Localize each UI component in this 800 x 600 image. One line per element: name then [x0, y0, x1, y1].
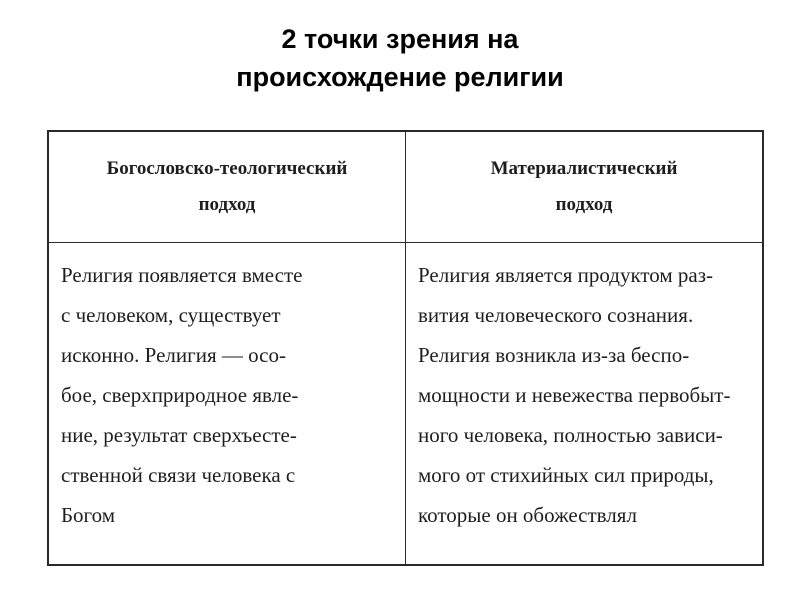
text-line: которые он обожествлял [418, 503, 637, 527]
text-line: Религия является продуктом раз- [418, 263, 714, 287]
text-line: Религия возникла из-за беспо- [418, 343, 690, 367]
text-line: Богом [61, 503, 116, 527]
text-line: ственной связи человека с [61, 463, 296, 487]
header-line: подход [198, 194, 256, 215]
text-line: с человеком, существует [61, 303, 281, 327]
slide-title-line-2: происхождение религии [236, 62, 564, 92]
header-materialist-approach [406, 132, 763, 243]
header-theological-approach [49, 132, 406, 243]
text-line: мого от стихийных сил природы, [418, 463, 714, 487]
comparison-table-grid [49, 132, 762, 564]
cell-theological-description [49, 243, 406, 565]
header-line: Богословско-теологический [106, 158, 348, 179]
text-line: ние, результат сверхъесте- [61, 423, 297, 447]
table-header-row [49, 132, 762, 243]
text-line: вития человеческого сознания. [418, 303, 694, 327]
slide-title [0, 20, 800, 96]
text-line: Религия появляется вместе [61, 263, 303, 287]
table-body-row [49, 243, 762, 565]
text-line: ного человека, полностью зависи- [418, 423, 723, 447]
comparison-table [47, 130, 764, 566]
header-line: Материалистический [490, 158, 678, 179]
slide-title-line-1: 2 точки зрения на [281, 24, 519, 54]
text-line: мощности и невежества первобыт- [418, 383, 731, 407]
text-line: исконно. Религия — осо- [61, 343, 286, 367]
text-line: бое, сверхприродное явле- [61, 383, 299, 407]
header-line: подход [555, 194, 613, 215]
cell-materialist-description [406, 243, 763, 565]
